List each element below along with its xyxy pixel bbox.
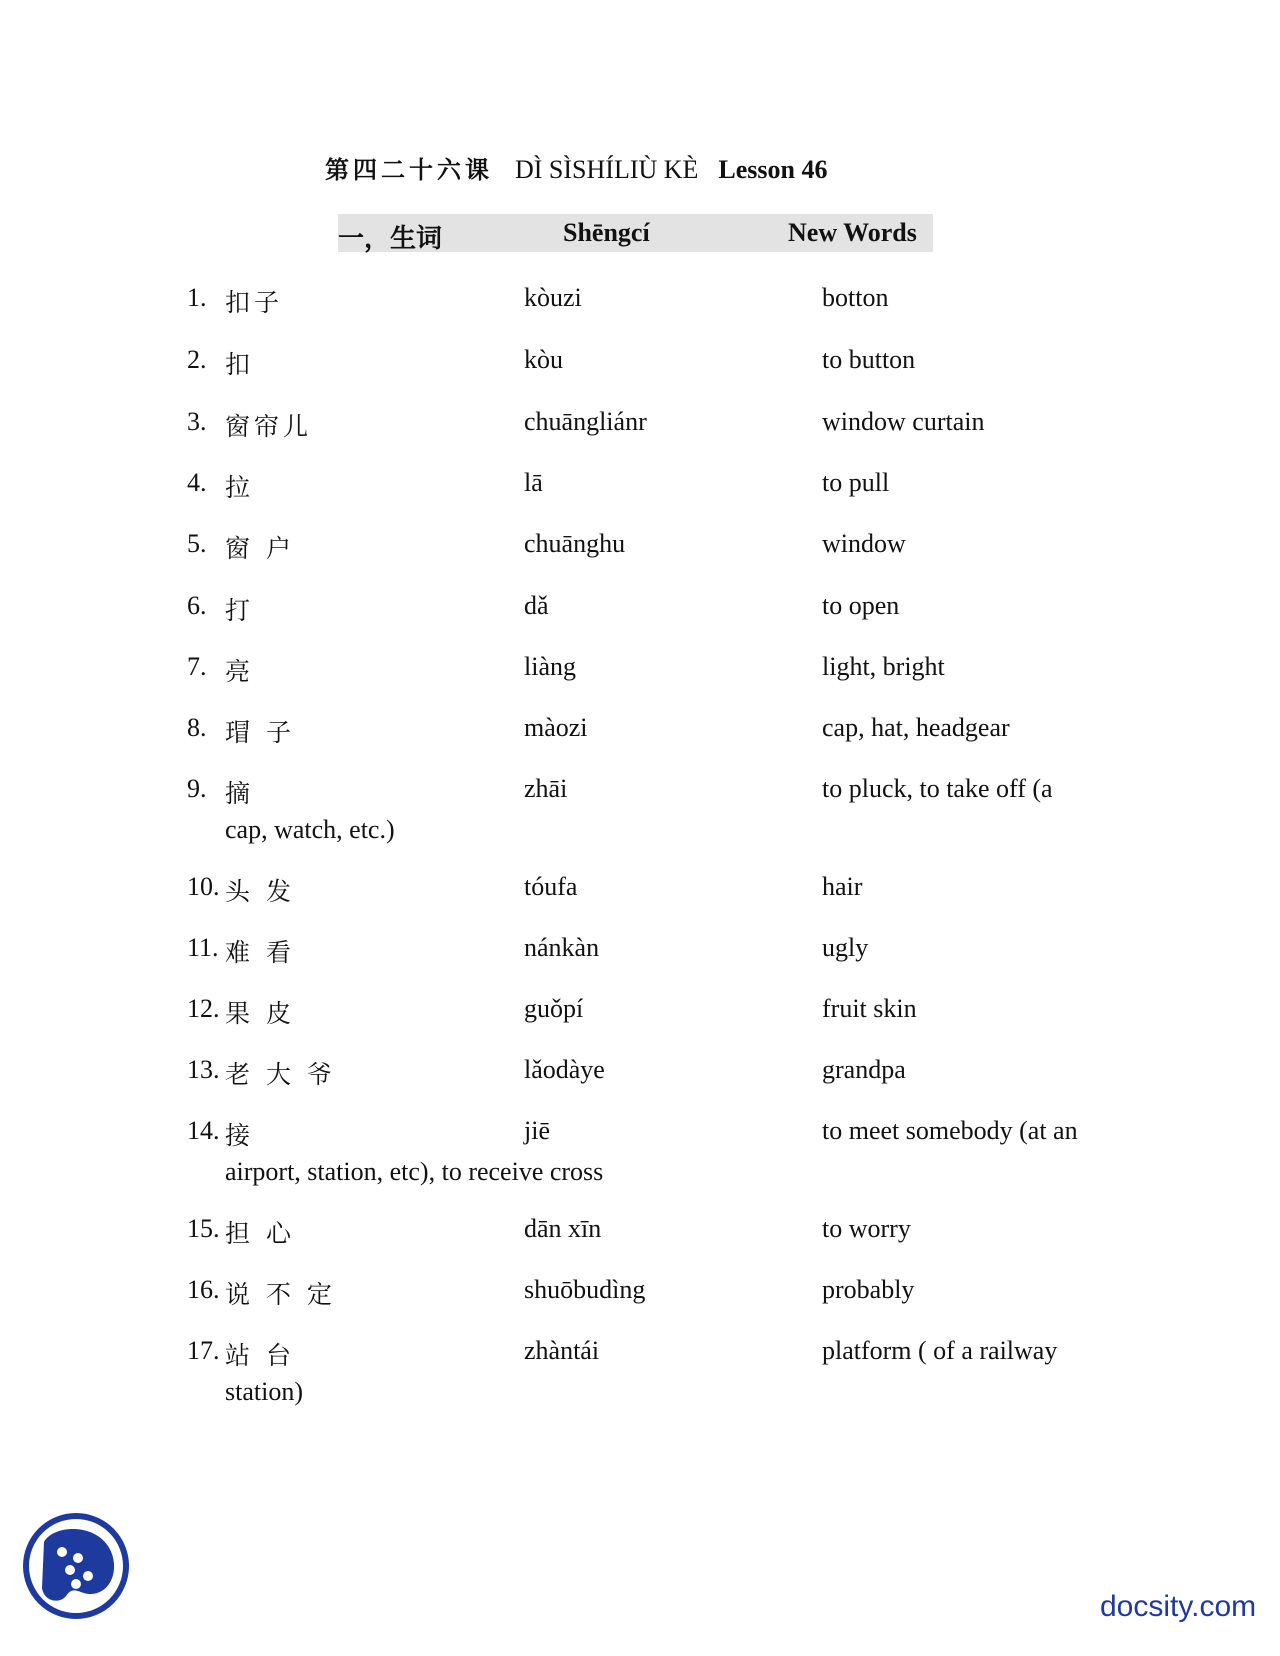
vocab-pinyin: nánkàn (524, 933, 600, 962)
vocab-number: 5. (187, 529, 207, 558)
vocab-english: to meet somebody (at an (822, 1116, 1078, 1145)
vocab-row (0, 994, 1280, 1058)
vocab-chinese: 瑁 子 (225, 718, 295, 747)
vocab-pinyin: jiē (524, 1116, 550, 1145)
docsity-logo-icon (22, 1512, 130, 1620)
vocab-chinese: 老 大 爷 (225, 1060, 336, 1089)
header-chinese: 一，生词 (338, 224, 443, 254)
vocab-number: 8. (187, 713, 207, 742)
vocab-number: 13. (187, 1055, 220, 1084)
vocab-chinese: 难 看 (225, 938, 295, 967)
vocab-row (0, 872, 1280, 936)
title-pinyin: DÌ SÌSHÍLIÙ KÈ (515, 155, 699, 184)
vocab-english: botton (822, 283, 889, 312)
vocab-chinese: 头 发 (225, 877, 295, 906)
vocab-number: 14. (187, 1116, 220, 1145)
vocab-number: 11. (187, 933, 219, 962)
vocab-english-continued: airport, station, etc), to receive cross (225, 1157, 604, 1186)
vocab-english: grandpa (822, 1055, 906, 1084)
vocab-chinese: 打 (225, 596, 255, 625)
vocab-pinyin: lǎodàye (524, 1055, 605, 1084)
vocab-pinyin: tóufa (524, 872, 578, 901)
vocab-chinese: 说 不 定 (225, 1280, 336, 1309)
vocab-chinese: 窗帘儿 (225, 412, 313, 441)
vocab-row (0, 1055, 1280, 1119)
vocab-english: window (822, 529, 906, 558)
vocab-pinyin: liàng (524, 652, 576, 681)
vocab-english-continued: station) (225, 1377, 303, 1406)
vocab-row (0, 774, 1280, 844)
vocab-chinese: 担 心 (225, 1219, 295, 1248)
vocab-pinyin: kòuzi (524, 283, 582, 312)
title-english: Lesson 46 (718, 155, 828, 184)
vocab-number: 12. (187, 994, 220, 1023)
vocab-pinyin: màozi (524, 713, 588, 742)
section-header (338, 214, 933, 252)
vocab-number: 4. (187, 468, 207, 497)
vocab-english: ugly (822, 933, 869, 962)
vocab-row (0, 345, 1280, 409)
vocab-number: 16. (187, 1275, 220, 1304)
vocab-chinese: 拉 (225, 473, 255, 502)
vocab-number: 2. (187, 345, 207, 374)
vocab-pinyin: zhāi (524, 774, 568, 803)
vocab-chinese: 果 皮 (225, 999, 295, 1028)
vocab-english: platform ( of a railway (822, 1336, 1058, 1365)
vocab-chinese: 站 台 (225, 1341, 295, 1370)
vocab-pinyin: lā (524, 468, 543, 497)
vocab-chinese: 亮 (225, 657, 255, 686)
vocab-row (0, 468, 1280, 532)
vocab-english: window curtain (822, 407, 985, 436)
vocab-chinese: 窗 户 (225, 534, 295, 563)
vocab-row (0, 407, 1280, 471)
vocab-english: to worry (822, 1214, 911, 1243)
vocab-number: 7. (187, 652, 207, 681)
vocab-pinyin: chuānghu (524, 529, 626, 558)
vocab-number: 10. (187, 872, 220, 901)
vocab-row (0, 283, 1280, 347)
vocab-row (0, 529, 1280, 593)
vocab-english: to pull (822, 468, 890, 497)
vocab-english-continued: cap, watch, etc.) (225, 815, 395, 844)
vocab-pinyin: dān xīn (524, 1214, 602, 1243)
vocab-english: to pluck, to take off (a (822, 774, 1053, 803)
vocab-number: 15. (187, 1214, 220, 1243)
header-english: New Words (788, 218, 917, 247)
title-chinese: 第四二十六课 (325, 156, 493, 184)
vocab-row (0, 591, 1280, 655)
vocab-pinyin: chuāngliánr (524, 407, 647, 436)
vocab-pinyin: kòu (524, 345, 563, 374)
vocab-row (0, 1116, 1280, 1186)
vocab-pinyin: shuōbudìng (524, 1275, 646, 1304)
vocab-row (0, 652, 1280, 716)
vocab-pinyin: zhàntái (524, 1336, 600, 1365)
vocab-number: 9. (187, 774, 207, 803)
vocab-chinese: 接 (225, 1121, 255, 1150)
vocab-english: cap, hat, headgear (822, 713, 1010, 742)
vocab-pinyin: dǎ (524, 591, 549, 620)
vocab-english: fruit skin (822, 994, 917, 1023)
vocab-number: 6. (187, 591, 207, 620)
vocab-row (0, 933, 1280, 997)
vocab-row (0, 1336, 1280, 1406)
vocab-row (0, 713, 1280, 777)
vocab-english: probably (822, 1275, 915, 1304)
vocab-chinese: 扣子 (225, 288, 284, 317)
vocab-row (0, 1275, 1280, 1339)
brand-watermark: docsity.com (1100, 1590, 1257, 1623)
vocab-english: to open (822, 591, 900, 620)
page-title (325, 150, 828, 185)
vocab-english: hair (822, 872, 863, 901)
vocab-number: 1. (187, 283, 207, 312)
vocab-number: 3. (187, 407, 207, 436)
vocab-english: to button (822, 345, 916, 374)
vocab-chinese: 扣 (225, 350, 255, 379)
vocab-number: 17. (187, 1336, 220, 1365)
header-pinyin: Shēngcí (563, 218, 650, 247)
vocab-chinese: 摘 (225, 779, 255, 808)
vocab-row (0, 1214, 1280, 1278)
vocab-english: light, bright (822, 652, 945, 681)
vocab-pinyin: guǒpí (524, 994, 584, 1023)
